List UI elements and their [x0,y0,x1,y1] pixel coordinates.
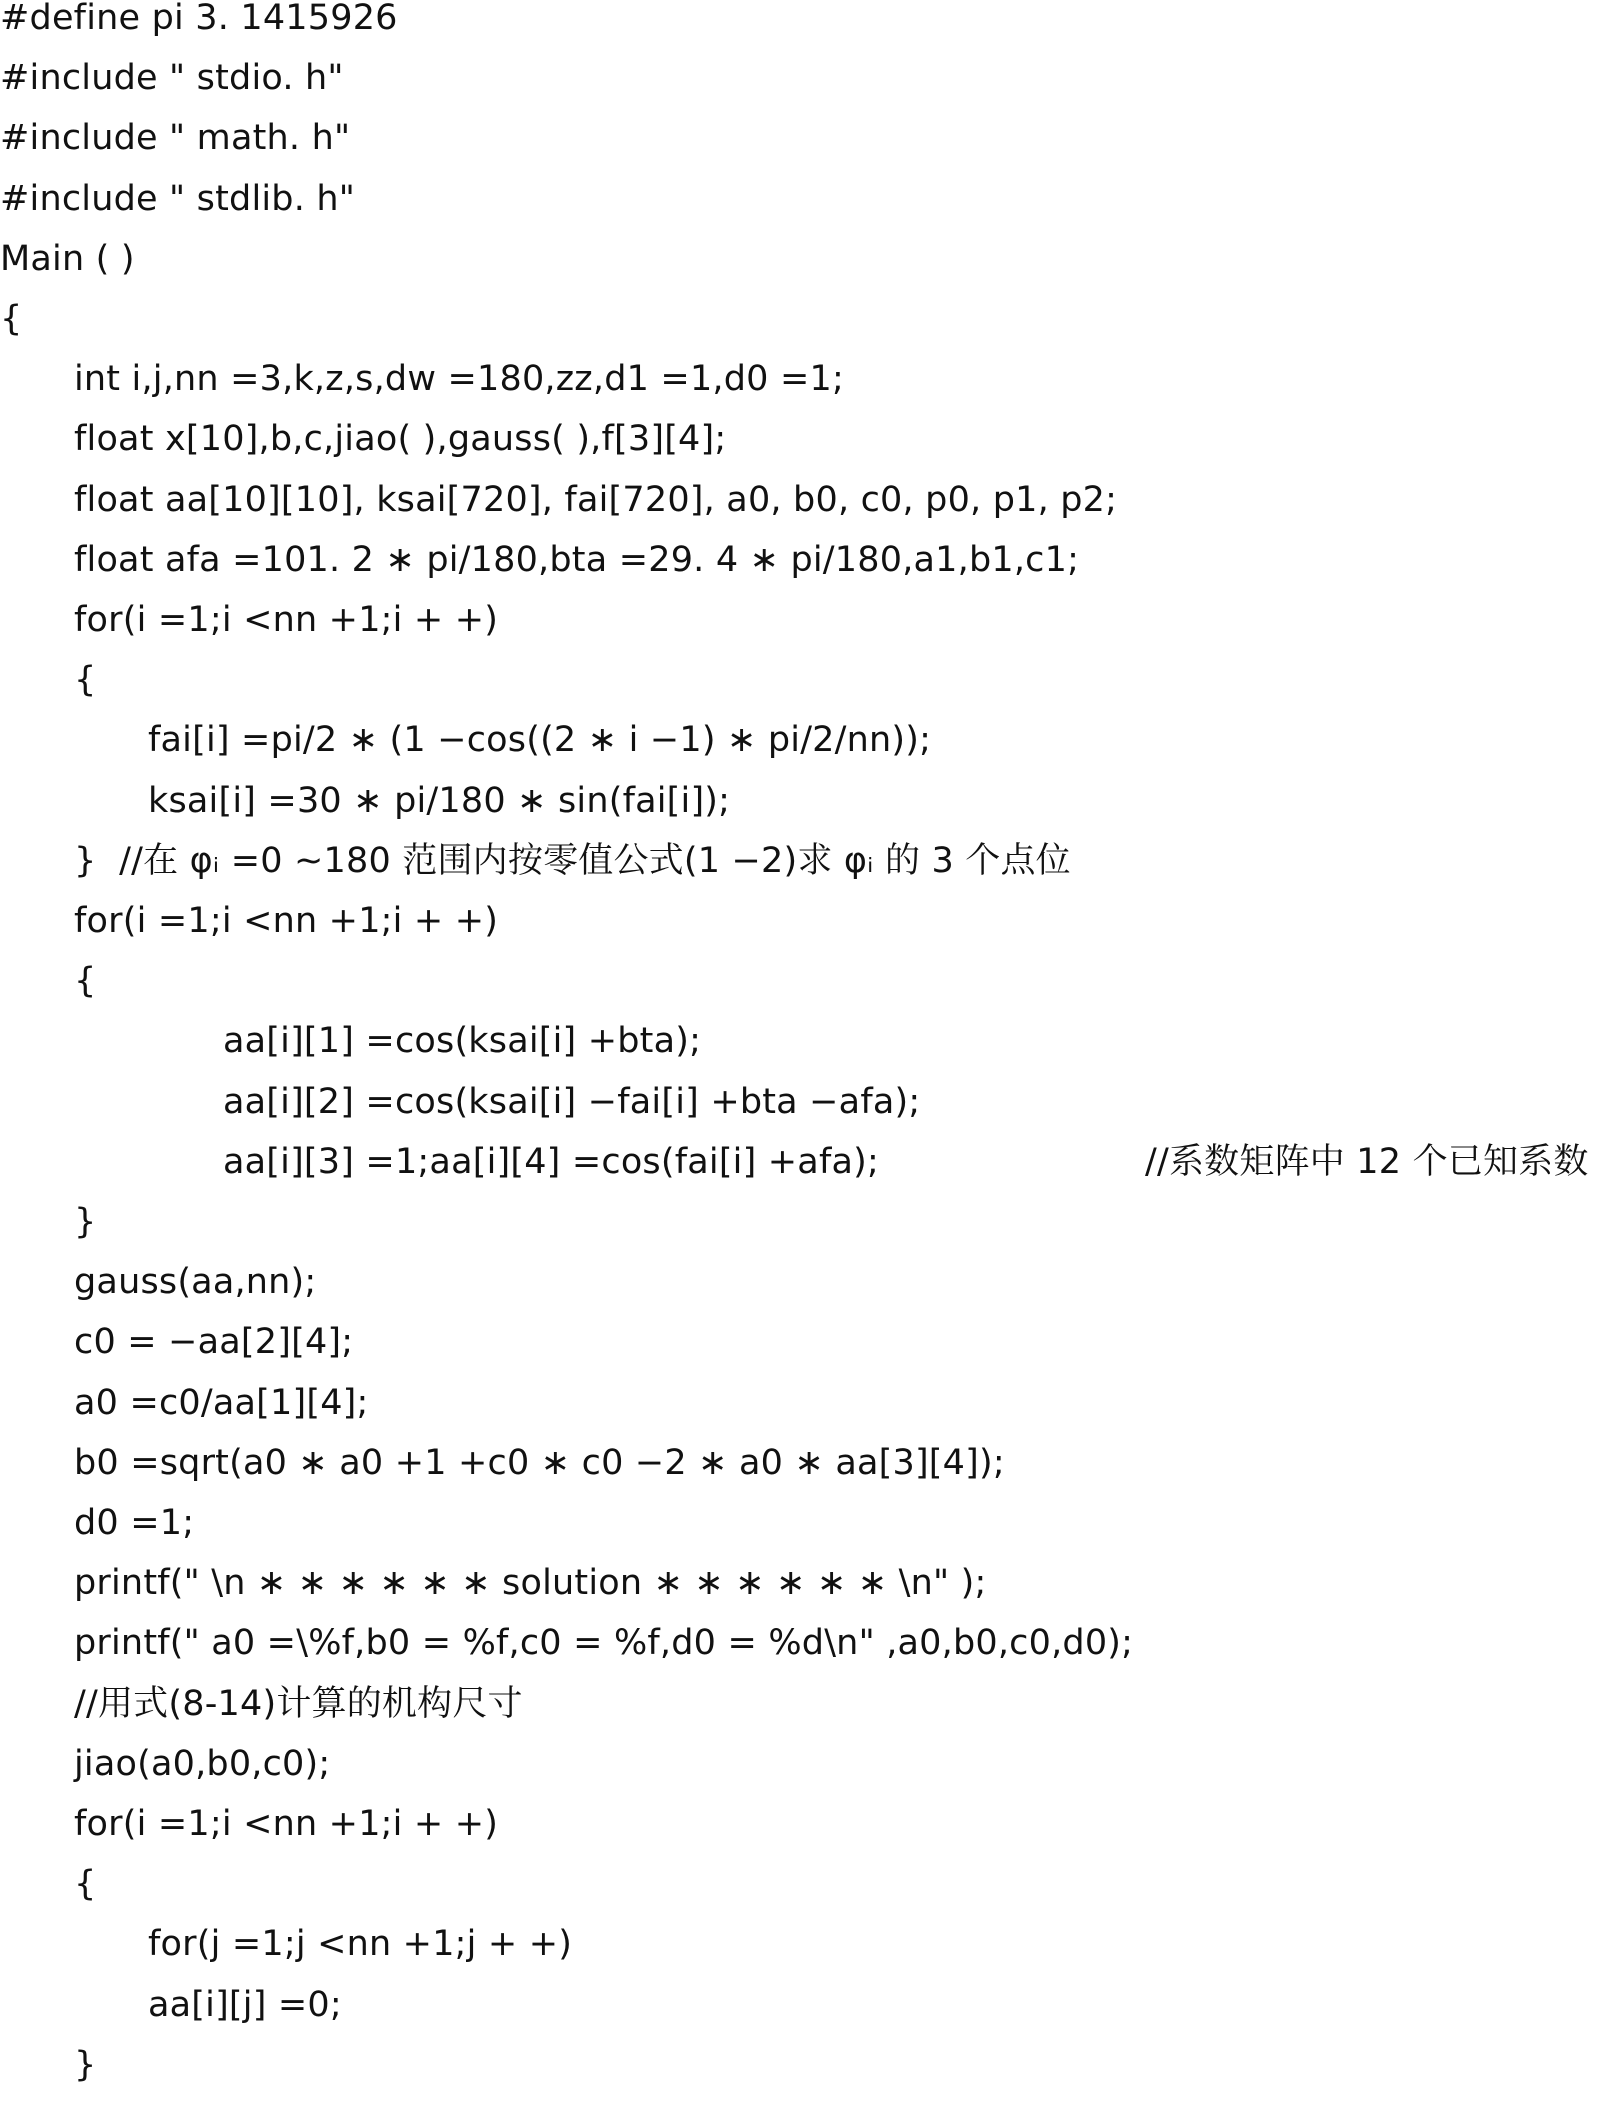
code-line-text: float x[10],b,c,jiao( ),gauss( ),f[3][4]; [74,419,727,460]
code-line-text: b0 =sqrt(a0 ∗ a0 +1 +c0 ∗ c0 −2 ∗ a0 ∗ aa[3][4]); [74,1442,1005,1483]
code-line [0,479,1118,542]
code-line-text: //用式(8-14)计算的机构尺寸 [74,1683,523,1724]
code-line-text: printf(" \n ∗ ∗ ∗ ∗ ∗ ∗ solution ∗ ∗ ∗ ∗ ∗ ∗ \n" ); [74,1563,987,1604]
code-line [0,1743,331,1806]
code-line-text: { [74,1864,97,1905]
code-line-text: float aa[10][10], ksai[720], fai[720], a0, b0, c0, p0, p1, p2; [74,479,1118,520]
code-line [0,1683,523,1746]
code-line [0,1984,342,2047]
code-line [0,361,844,421]
code-line-text: a0 =c0/aa[1][4]; [74,1382,369,1423]
code-line [0,1926,572,1986]
code-line [0,1264,316,1324]
code-line [0,1141,1589,1204]
code-line-text: for(i =1;i <nn +1;i + +) [74,600,499,640]
code-line [0,662,96,722]
code-line-text: #include " math. h" [0,118,351,159]
code-line-text: #include " stdio. h" [0,58,344,99]
code-line-text: c0 = −aa[2][4]; [74,1322,354,1363]
code-line [0,1023,701,1083]
code-line [0,301,22,361]
code-line [0,1204,96,1264]
code-line-text: } [74,1202,97,1242]
code-line [0,1442,1005,1505]
code-line-text: fai[i] =pi/2 ∗ (1 −cos((2 ∗ i −1) ∗ pi/2/nn)); [148,720,932,761]
code-line [0,178,356,241]
code-line [0,1081,921,1144]
code-line-text: #include " stdlib. h" [0,178,356,219]
code-line [0,0,398,60]
code-line [0,722,931,782]
code-line-text: Main ( ) [0,238,135,279]
code-line [0,1565,987,1625]
code-line [0,421,726,481]
code-line [0,963,96,1023]
code-line [0,238,135,301]
code-line [0,1866,96,1926]
code-line [0,539,1080,602]
code-line-text: for(j =1;j <nn +1;j + +) [148,1924,573,1965]
code-line-text: { [74,660,97,701]
code-line-text: aa[i][1] =cos(ksai[i] +bta); [223,1021,702,1062]
code-line-text: d0 =1; [74,1503,195,1543]
code-line [0,903,498,963]
code-line [0,602,498,662]
code-line-text: for(i =1;i <nn +1;i + +) [74,901,499,941]
code-line-text: } //在 φᵢ =0 ~180 范围内按零值公式(1 −2)求 φᵢ 的 3 个点位 [74,840,1071,881]
code-line [0,120,350,180]
code-comment: //系数矩阵中 12 个已知系数 [1145,1141,1589,1182]
code-line [0,1324,353,1384]
code-line [0,1382,369,1445]
code-line-text: { [74,961,97,1002]
code-line-text: for(i =1;i <nn +1;i + +) [74,1804,499,1844]
code-line [0,780,731,843]
code-line-text: } [74,2044,97,2085]
code-line-text: jiao(a0,b0,c0); [74,1743,331,1784]
code-line-text: ksai[i] =30 ∗ pi/180 ∗ sin(fai[i]); [148,780,731,821]
code-line-text: aa[i][3] =1;aa[i][4] =cos(fai[i] +afa); [223,1141,879,1182]
code-line [0,60,344,120]
code-line [0,1806,498,1866]
code-line-text: { [0,299,23,339]
code-line [0,2044,97,2107]
code-line-text: float afa =101. 2 ∗ pi/180,bta =29. 4 ∗ pi/180,a1,b1,c1; [74,539,1080,580]
code-line-text: aa[i][j] =0; [148,1984,342,2025]
code-line-text: gauss(aa,nn); [74,1262,317,1303]
code-line-text: int i,j,nn =3,k,z,s,dw =180,zz,d1 =1,d0 =1; [74,359,844,400]
code-line [0,840,1071,903]
code-line-text: aa[i][2] =cos(ksai[i] −fai[i] +bta −afa); [223,1081,921,1122]
code-line [0,1505,194,1565]
code-line-text: #define pi 3. 1415926 [0,0,398,38]
code-line-text: printf(" a0 =\%f,b0 = %f,c0 = %f,d0 = %d\n" ,a0,b0,c0,d0); [74,1623,1134,1664]
code-line [0,1625,1133,1685]
